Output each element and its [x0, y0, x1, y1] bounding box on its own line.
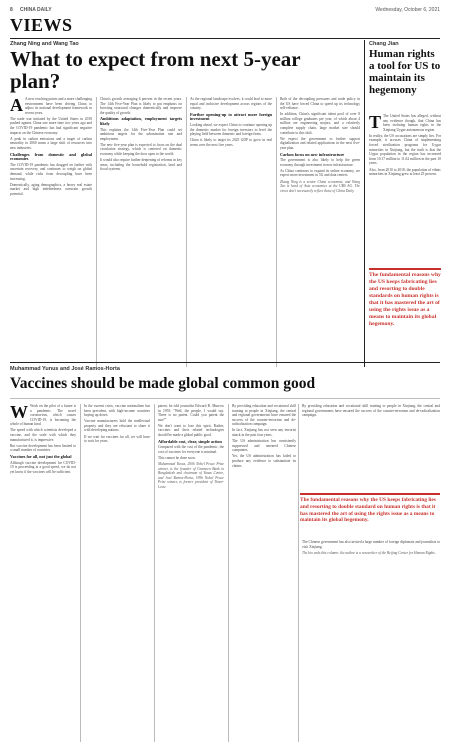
column-divider — [154, 404, 155, 742]
paragraph: This explains the 14th Five-Year Plan could set ambitious targets for the urbanization rate and employment. — [100, 127, 182, 141]
article2-column — [369, 114, 441, 264]
column-divider — [96, 97, 97, 367]
top-bar — [10, 5, 440, 15]
paragraph: China is likely to target its 2025 GDP to grow in real terms over the next five years. — [190, 138, 272, 147]
column-divider — [298, 404, 299, 742]
paragraph: Domestically, aging demographics, a heavy real estate market and high indebtedness constrain growth potential. — [10, 182, 92, 196]
subheading: Challenges from domestic and global economies — [10, 151, 92, 162]
paragraph: By providing education and vocational skill training to people in Xinjiang, the central and regional governments have ensured the success of the counter-terrorism and de-radicalization campaign. — [232, 404, 296, 427]
paragraph: In fact, Xinjiang has not seen any terrorist attack in the past four years. — [232, 428, 296, 438]
article1-headline: What to expect from next 5-year plan? — [10, 47, 301, 93]
dropcap: W — [10, 404, 28, 422]
paragraph: In addition, China's significant talent pool of over 8 million college graduates per year, of which about 4 million are engineering majors, and a relatively complete supply chain, large market size should contribute to this shift. — [280, 112, 360, 135]
subheading: Ambitious adaptation, employment targets likely — [100, 116, 182, 126]
paragraph: The speed with which scientists developed a vaccine, and the scale with which they manufactured it, is impressive. — [10, 428, 76, 442]
paragraph: Both of the decoupling pressures and trade policy in the US have forced China to speed up its technology self-reliance. — [280, 97, 360, 111]
paragraph: We don't want to lose this spirit. Rather, vaccines and their related technologies should be made a global public good. — [158, 423, 224, 438]
headline-rule — [10, 398, 440, 399]
column-divider — [276, 97, 277, 367]
article3-column-5-top — [302, 404, 440, 490]
article1-column-3 — [190, 97, 272, 367]
article3-pullquote: The fundamental reasons why the US keeps fabricating lies and resorting to double standard on human rights is that it has mastered the art of using the rights issue as a means to maintain its global hegemony. — [300, 497, 436, 524]
paragraph: Also, from 2010 to 2018, the population of ethnic minorities in Xinjiang grew at least 25 percent. — [369, 167, 441, 177]
article2-pullquote: The fundamental reasons why the US keeps fabricating lies and resorting to double standards on human rights is that it has mastered the art of using the rights issue as a means to maintain its global hegemony. — [369, 272, 441, 327]
article1-column-1 — [10, 97, 92, 367]
article1-column-2: China's growth averaging 6 percent in the recent years. The 14th Five-Year Plan is likely to put emphasis on boosting structural changes domestically and improve the quality of growth. Ambitious adaptation, employment targets likely This explains the 14th Five-Year Plan could set ambitious targets for the urbanization rate and employment. The new five-year plan is expected to focus on the dual circulation strategy, which is centered on domestic economy while keeping the door open to the world. It would also require further deepening of reforms in key areas, including the household registration, land and fiscal systems. — [100, 97, 182, 172]
pullquote-rule — [300, 493, 440, 495]
pullquote-rule — [369, 268, 441, 270]
article3-column-3 — [158, 404, 224, 742]
subheading: Vaccines for all, not just the global — [10, 453, 72, 459]
publication-name: CHINA DAILY — [20, 7, 52, 13]
paragraph: It would also require further deepening of reforms in key areas, including the household registration, land and fiscal systems. — [100, 158, 182, 172]
article2-headline: Human rights a tool for US to maintain its hegemony — [369, 48, 441, 96]
article3-column-1 — [10, 404, 76, 742]
paragraph: Compared with the cost of the pandemic, the cost of vaccines for everyone is minimal. — [158, 445, 224, 454]
paragraph: The US administration has consistently suppressed and smeared Chinese companies. — [232, 439, 296, 453]
paragraph: The COVID-19 pandemic has dragged on further with uncertain recovery, and continues to weigh on global demand, while risks from decoupling have been increasing. — [10, 162, 92, 181]
paragraph: Work on the pilot of a future is a pandemic. The novel coronavirus, which causes COVID-19, is becoming the whole of human kind. — [10, 404, 76, 427]
paragraph: As the regional landscape evolves, it could lead to more equal and inclusive development across regions of the country. — [190, 97, 272, 111]
section-divider — [10, 362, 440, 363]
paragraph: Vaccine manufacturers hold the intellectual property and they are reluctant to share it with developing nations. — [84, 419, 150, 433]
subheading: Affordable cost, clear, simple action — [158, 438, 222, 444]
column-divider — [80, 404, 81, 742]
paragraph: As China continues to expand its online economy, we expect more investment in 5G and data centers. — [280, 168, 360, 178]
paragraph: The new five-year plan is expected to focus on the dual circulation strategy, which is centered on domestic economy while keeping the door open to the world. — [100, 142, 182, 157]
dropcap: A — [10, 97, 23, 115]
paragraph: The government is also likely to help the green economy through investment in new infrastructure. — [280, 158, 360, 167]
author-bio: The bio ends this column: the author is a researcher of the Beijing Center for Human Rights. — [302, 550, 436, 555]
article3-byline: Muhammad Yunus and José Ramos-Horta — [10, 366, 120, 372]
paragraph: The trade war initiated by the United States in 2018 pushed against China one more time two years ago and the COVID-19 pandemic has had significant negative impacts on the Chinese economy. — [10, 116, 92, 135]
subheading: Carbon focus on new infrastructure — [280, 151, 345, 157]
subheading: Further opening-up to attract more foreign investment — [190, 111, 272, 122]
paragraph: In reality, the US accusations are simply lies. For example, it accuses China of implementing forced sterilization programs for Uygur minorities in Xinjiang, but the truth is that the Uygur population in the region has increased from 10.17 million to 11.62 million in the past 10 years. — [369, 133, 441, 166]
column-divider — [186, 97, 187, 367]
page-number: 8 — [10, 7, 13, 13]
paragraph: Although vaccine development for COVID-19 is proceeding at a good speed, we do not yet know if the vaccines will be sufficient. — [10, 460, 76, 474]
article3-column-2 — [84, 404, 150, 742]
issue-date: Wednesday, October 6, 2021 — [375, 7, 440, 13]
article1-byline: Zhang Ning and Wang Tao — [10, 41, 79, 47]
column-divider — [228, 404, 229, 742]
paragraph: A peak in carbon emissions and a target of carbon neutrality in 2060 mean a large shift of resources into new industries. — [10, 136, 92, 150]
paragraph: A new reaching points and a more challenging environment have been driving China to adjust its national development framework in recent years. — [25, 97, 92, 115]
paragraph: If we wait for vaccines for all, we will have to wait for years. — [84, 434, 150, 444]
dropcap: T — [369, 114, 382, 132]
article2-byline: Chang Jian — [369, 41, 399, 47]
article3-column-5 — [302, 540, 440, 742]
author-bio: Zhang Ning is a senior China economist, and Wang Tao is head of Asia economics at the UBS AG. The views don't necessarily reflect those of China Daily. — [280, 179, 360, 193]
paragraph: In the current crisis, vaccine nationalism has been prevalent, with high-income countries buying up doses. — [84, 404, 150, 418]
paragraph: Looking ahead, we expect China to continue opening up the domestic market for foreign investors to level the playing field between domestic and foreign firms. — [190, 122, 272, 137]
paragraph: patent, he told journalist Edward R. Murrow in 1955: "Well, the people, I would say. There is no patent. Could you patent the sun?" — [158, 404, 224, 422]
paragraph: The United States has alleged, without any evidence though, that China has been violating human rights in the Xinjiang Uygur autonomous region. — [383, 114, 441, 132]
section-title: VIEWS — [10, 15, 73, 35]
article3-headline: Vaccines should be made global common good — [10, 375, 316, 392]
article3-column-4 — [232, 404, 296, 742]
paragraph: Yet, the US administration has failed to produce any evidence to substantiate its claims. — [232, 454, 296, 468]
author-bio: Muhammad Yunus, 2006 Nobel Peace Prize winner, is the founder of Grameen Bank in Bangladesh and chairman of Yunus Centre, and José Ramos-Horta, 1996 Nobel Peace Prize winner, is former president of Timor-Leste. — [158, 462, 224, 489]
paragraph: This cannot be done soon. — [158, 455, 196, 460]
column-divider — [364, 40, 365, 367]
paragraph: The Chinese government has also invited a large number of foreign diplomats and journalists to visit Xinjiang. — [302, 540, 440, 549]
paragraph: But vaccine development has been limited to a small number of countries. — [10, 443, 76, 453]
article1-column-4 — [280, 97, 360, 367]
paragraph: By providing education and vocational skill training to people in Xinjiang, the central and regional governments have ensured the success of the counter-terrorism and de-radicalization campaign. — [302, 404, 440, 418]
section-rule — [10, 38, 440, 39]
paragraph: We expect the government to further support digitalization and related applications in the next five-year plan. — [280, 136, 360, 150]
